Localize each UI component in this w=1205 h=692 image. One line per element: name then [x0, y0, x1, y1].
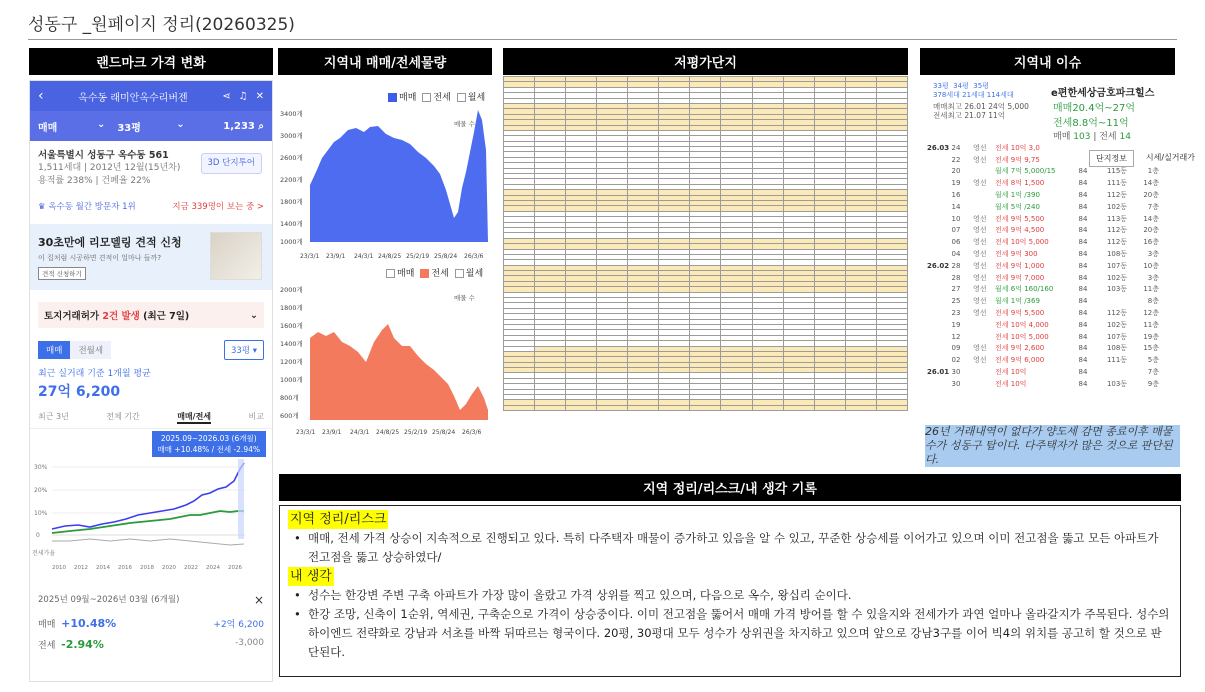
table-cell — [535, 405, 566, 410]
transaction-cell: 영선 — [973, 297, 987, 306]
x-tick: 23/3/1 — [296, 429, 316, 436]
transaction-cell: 전세 10억 5,000 — [995, 332, 1049, 341]
x-tick: 2016 — [118, 565, 132, 571]
tab-jeonse[interactable]: 전월세 — [70, 341, 111, 359]
transaction-cell: 111동 — [1106, 179, 1128, 188]
transaction-cell: 7층 — [1147, 202, 1159, 211]
ad-headline: 30초만에 리모델링 견적 신청 — [38, 236, 182, 249]
transaction-cell: 84 — [1078, 261, 1088, 270]
back-icon[interactable]: ‹ — [38, 88, 44, 104]
table-cell — [628, 405, 659, 410]
transaction-cell: 84 — [1078, 379, 1088, 388]
transaction-cell: 28 — [951, 273, 961, 282]
y-tick: 10% — [34, 510, 48, 517]
transaction-row — [927, 284, 1205, 296]
transaction-cell: 9층 — [1147, 379, 1159, 388]
transaction-cell: 12 — [951, 332, 961, 341]
tab-sale[interactable]: 매매 — [38, 341, 70, 359]
transaction-row — [927, 248, 1205, 260]
transaction-cell: 112동 — [1106, 191, 1128, 200]
x-tick: 2010 — [52, 565, 66, 571]
transaction-cell: 26.03 — [927, 143, 950, 152]
y-tick: 1800개 — [280, 304, 303, 312]
volume-charts-svg — [278, 80, 492, 442]
transaction-cell: 영선 — [973, 226, 987, 235]
page-title: 성동구 _원페이지 정리(20260325) — [28, 15, 295, 35]
transaction-cell: 전세 8억 1,500 — [995, 179, 1045, 188]
close-icon[interactable]: ✕ — [255, 90, 264, 102]
transaction-row — [927, 343, 1205, 355]
x-tick: 2012 — [74, 565, 88, 571]
transaction-cell: 영선 — [973, 309, 987, 318]
transaction-cell: 24 — [951, 143, 961, 152]
transaction-cell: 28 — [951, 261, 961, 270]
transaction-row — [927, 213, 1205, 225]
period-tabs — [30, 401, 272, 429]
volume-panel — [278, 80, 492, 442]
transaction-cell: 월세 6억 160/160 — [995, 285, 1054, 294]
transaction-row — [927, 354, 1205, 366]
transaction-cell: 영선 — [973, 356, 987, 365]
transaction-cell: 전세 10억 4,000 — [995, 320, 1049, 329]
address-block — [30, 141, 272, 188]
note-bullet: • 한강 조망, 신축이 1순위, 역세권, 구축순으로 가격이 상승중이다. 이미 전고점을 뚫어서 매매 가격 방어를 할 수 있을지와 전세가가 과연 얼마나 올라갈지가 주목된다. 성수의 하이엔드 전략화로 강남과 서초를 바짝 뒤따르는 형국이다. 20평, 30평대 모두 성수가 상위권을 차지하고 있으며 앞으로 강남3구를 이어 빅4의 위치를 공고히 할 것으로 판단된다. — [294, 605, 1172, 662]
transaction-row — [927, 177, 1205, 189]
transaction-cell: 84 — [1078, 297, 1088, 306]
transaction-cell: 영선 — [973, 261, 987, 270]
y-tick: 0 — [36, 532, 40, 539]
ad-button[interactable]: 견적 신청하기 — [38, 267, 86, 280]
lowprice-table-panel — [503, 76, 908, 439]
transaction-cell: 30 — [951, 379, 961, 388]
remodel-ad[interactable] — [30, 224, 272, 290]
complex-title: 옥수동 래미안옥수리버젠 — [78, 92, 188, 104]
transaction-cell: 전세 9억 300 — [995, 250, 1038, 259]
app-top-bar — [30, 81, 272, 111]
table-cell — [721, 405, 752, 410]
y-tick: 2200개 — [280, 176, 303, 184]
bottom-legend: 매매 전세 월세 — [386, 266, 483, 279]
transaction-cell: 영선 — [973, 179, 987, 188]
issue-buttons — [1089, 150, 1201, 167]
transaction-row — [927, 366, 1205, 378]
x-tick: 23/9/1 — [326, 253, 346, 260]
transaction-cell: 84 — [1078, 250, 1088, 259]
transaction-cell: 07 — [951, 226, 961, 235]
transaction-list — [927, 142, 1205, 390]
transaction-cell: 20층 — [1143, 226, 1159, 235]
summary-jeonse: 전세 -2.94% -3,000 — [38, 638, 264, 651]
header-landmark: 랜드마크 가격 변화 — [29, 48, 273, 75]
transaction-cell: 84 — [1078, 285, 1088, 294]
transaction-cell: 84 — [1078, 238, 1088, 247]
3d-tour-button[interactable]: 3D 단지투어 — [201, 153, 263, 174]
transaction-row — [927, 166, 1205, 178]
table-row — [504, 405, 908, 410]
price-change-chart — [30, 429, 272, 579]
transaction-cell: 20층 — [1143, 191, 1159, 200]
table-cell — [752, 405, 783, 410]
transaction-cell: 영선 — [973, 238, 987, 247]
transaction-cell: 14층 — [1143, 214, 1159, 223]
transaction-cell: 108동 — [1106, 250, 1128, 259]
tab-all[interactable]: 전체 기간 — [106, 412, 140, 421]
transaction-cell: 112동 — [1106, 238, 1128, 247]
issue-panel — [927, 80, 1205, 420]
y-tick: 600개 — [280, 412, 299, 420]
x-tick: 24/3/1 — [350, 429, 370, 436]
x-tick: 26/3/6 — [462, 429, 482, 436]
size-dropdown[interactable]: 33평 ▾ — [224, 340, 264, 360]
transaction-cell: 영선 — [973, 250, 987, 259]
transaction-cell: 113동 — [1106, 214, 1128, 223]
size-info: 33평 34평 35평 378세대 21세대 114세대 — [933, 82, 1014, 99]
transaction-cell: 04 — [951, 250, 961, 259]
transaction-cell: 102동 — [1106, 273, 1128, 282]
transaction-cell: 10 — [951, 214, 961, 223]
transaction-cell: 16층 — [1143, 238, 1159, 247]
transaction-cell: 23 — [951, 309, 961, 318]
transaction-cell: 84 — [1078, 167, 1088, 176]
x-tick: 23/9/1 — [322, 429, 342, 436]
transaction-row — [927, 260, 1205, 272]
x-tick: 25/2/19 — [404, 429, 428, 436]
transaction-row — [927, 236, 1205, 248]
price-history-button[interactable]: 시세/실거래가 — [1140, 150, 1201, 167]
transaction-cell: 14 — [951, 202, 961, 211]
y-tick: 1200개 — [280, 358, 303, 366]
share-icon[interactable]: ⋖ — [222, 90, 231, 102]
chevron-down-icon: ⌄ — [176, 118, 185, 130]
transaction-cell: 3층 — [1147, 250, 1159, 259]
header-issue: 지역내 이슈 — [920, 48, 1175, 75]
transaction-row — [927, 225, 1205, 237]
x-tick: 24/8/25 — [378, 253, 402, 260]
transaction-cell: 84 — [1078, 226, 1088, 235]
transaction-cell: 27 — [951, 285, 961, 294]
chart-label: 매물 수 — [454, 120, 475, 128]
transaction-row — [927, 189, 1205, 201]
transaction-cell: 전세 9억 5,500 — [995, 214, 1045, 223]
size-select[interactable]: 33평 ⌄ — [117, 118, 185, 134]
transaction-cell: 102동 — [1106, 320, 1128, 329]
transaction-cell: 영선 — [973, 273, 987, 282]
transaction-cell: 전세 10억 5,000 — [995, 238, 1049, 247]
deal-type-tabs — [30, 328, 272, 360]
x-tick: 24/3/1 — [354, 253, 374, 260]
y-tick: 30% — [34, 464, 48, 471]
transaction-cell: 84 — [1078, 356, 1088, 365]
header-lowprice: 저평가단지 — [503, 48, 908, 75]
table-cell — [845, 405, 876, 410]
transaction-cell: 06 — [951, 238, 961, 247]
transaction-cell: 107동 — [1106, 261, 1128, 270]
permit-count: 2건 발생 — [102, 311, 140, 322]
transaction-cell: 112동 — [1106, 309, 1128, 318]
transaction-cell: 12층 — [1143, 309, 1159, 318]
address: 서울특별시 성동구 옥수동 561 — [38, 150, 169, 161]
header-volume: 지역내 매매/전세물량 — [278, 48, 492, 75]
x-tick: 25/8/24 — [432, 429, 456, 436]
listing-count[interactable]: 1,233 ⌕ — [223, 120, 264, 132]
transaction-row — [927, 201, 1205, 213]
transaction-cell: 5층 — [1147, 356, 1159, 365]
chart-tooltip: 2025.09~2026.03 (6개월) 매매 +10.48% / 전세 -2.94% — [152, 431, 266, 457]
transaction-cell: 84 — [1078, 191, 1088, 200]
y-tick: 800개 — [280, 394, 299, 402]
transaction-cell: 111동 — [1106, 356, 1128, 365]
transaction-cell: 103동 — [1106, 379, 1128, 388]
transaction-cell: 112동 — [1106, 226, 1128, 235]
transaction-cell: 84 — [1078, 332, 1088, 341]
table-cell — [566, 405, 597, 410]
lowprice-table — [503, 76, 908, 411]
visit-rank: 옥수동 월간 방문자 1위 — [48, 202, 136, 212]
complex-info-button[interactable]: 단지정보 — [1089, 150, 1134, 167]
table-cell — [504, 405, 535, 410]
transaction-cell: 월세 5억 /240 — [995, 202, 1040, 211]
x-tick: 2020 — [162, 565, 176, 571]
transaction-cell: 전세 9억 1,000 — [995, 261, 1045, 270]
avg-label: 최근 실거래 기준 1개월 평균 — [38, 369, 151, 379]
transaction-cell: 107동 — [1106, 332, 1128, 341]
y-tick: 전세가율 — [32, 550, 56, 557]
transaction-cell: 26.01 — [927, 368, 950, 377]
notes-heading-thought: 내 생각 — [290, 569, 332, 584]
y-tick: 3400개 — [280, 110, 303, 118]
title-divider — [28, 39, 1177, 40]
x-tick: 23/3/1 — [300, 253, 320, 260]
top-legend: 매매 전세 월세 — [388, 90, 485, 103]
x-tick: 25/2/19 — [406, 253, 430, 260]
crown-icon: ♛ — [38, 202, 46, 212]
issue-head — [927, 80, 1205, 140]
chevron-down-icon: ⌄ — [250, 309, 258, 321]
transaction-cell: 84 — [1078, 309, 1088, 318]
chevron-down-icon: ⌄ — [96, 118, 106, 130]
x-tick: 24/8/25 — [376, 429, 400, 436]
y-tick: 1000개 — [280, 376, 303, 384]
land-permit-bar[interactable]: 토지거래허가 2건 발생 (최근 7일) ⌄ — [38, 302, 264, 328]
transaction-cell: 84 — [1078, 214, 1088, 223]
transaction-cell: 전세 9억 5,500 — [995, 309, 1045, 318]
transaction-cell: 115동 — [1106, 167, 1128, 176]
transaction-cell: 전세 9억 2,600 — [995, 344, 1045, 353]
transaction-cell: 02 — [951, 356, 961, 365]
transaction-cell: 전세 9억 4,500 — [995, 226, 1045, 235]
transaction-cell: 102동 — [1106, 202, 1128, 211]
x-tick: 2024 — [206, 565, 220, 571]
table-cell — [659, 405, 690, 410]
transaction-cell: 84 — [1078, 273, 1088, 282]
transaction-cell: 3층 — [1147, 273, 1159, 282]
bell-icon[interactable]: ♫ — [238, 90, 248, 102]
transaction-cell: 전세 10억 — [995, 379, 1027, 388]
table-cell — [690, 405, 721, 410]
transaction-cell: 09 — [951, 344, 961, 353]
y-tick: 1000개 — [280, 238, 303, 246]
price-lines: 매매최고 26.01 24억 5,000 전세최고 21.07 11억 — [933, 102, 1029, 120]
transaction-cell: 전세 10억 3,0 — [995, 143, 1040, 152]
complex-name: e편한세상금호파크힐스 — [1051, 88, 1155, 99]
sale-range: 매매20.4억~27억 — [1053, 103, 1136, 114]
transaction-cell: 84 — [1078, 368, 1088, 377]
viewers-link[interactable]: 지금 339명이 보는 중 > — [172, 202, 264, 212]
transaction-cell: 22 — [951, 155, 961, 164]
table-cell — [814, 405, 845, 410]
transaction-cell: 영선 — [973, 344, 987, 353]
transaction-cell: 월세 1억 /390 — [995, 191, 1040, 200]
transaction-cell: 84 — [1078, 202, 1088, 211]
transaction-cell: 7층 — [1147, 368, 1159, 377]
x-tick: 2018 — [140, 565, 154, 571]
y-tick: 1800개 — [280, 198, 303, 206]
table-cell — [597, 405, 628, 410]
transaction-cell: 8층 — [1147, 297, 1159, 306]
transaction-row — [927, 295, 1205, 307]
y-tick: 1400개 — [280, 340, 303, 348]
x-tick: 2026 — [228, 565, 242, 571]
ratio-info: 용적률 238% | 건폐율 22% — [38, 176, 151, 186]
ad-sub: 이 집처럼 시공하면 견적이 얼마나 들까? — [38, 254, 162, 262]
transaction-cell: 15층 — [1143, 344, 1159, 353]
y-tick: 2000개 — [280, 286, 303, 294]
y-tick: 20% — [34, 487, 48, 494]
ad-room-image — [210, 232, 262, 280]
tab-3y[interactable]: 최근 3년 — [38, 412, 69, 421]
listing-counts: 매매 103 | 전세 14 — [1053, 132, 1131, 142]
transaction-cell: 11층 — [1143, 285, 1159, 294]
note-bullet: • 매매, 전세 가격 상승이 지속적으로 진행되고 있다. 특히 다주택자 매물이 증가하고 있음을 알 수 있고, 꾸준한 상승세를 이어가고 있으며 이미 전고점을 뚫고 모든 아파트가 전고점을 뚫고 상승하였다/ — [294, 529, 1172, 567]
notes-box — [279, 505, 1181, 677]
search-icon: ⌕ — [258, 120, 264, 132]
transaction-cell: 108동 — [1106, 344, 1128, 353]
table-cell — [876, 405, 907, 410]
y-tick: 2600개 — [280, 154, 303, 162]
transaction-cell: 월세 7억 5,000/15 — [995, 167, 1056, 176]
transaction-cell: 영선 — [973, 155, 987, 164]
x-tick: 2014 — [96, 565, 110, 571]
household-info: 1,511세대 | 2012년 12월(15년차) — [38, 163, 181, 173]
x-tick: 2022 — [184, 565, 198, 571]
chart-label: 매물 수 — [454, 294, 475, 302]
transaction-row — [927, 378, 1205, 390]
transaction-cell: 10층 — [1143, 261, 1159, 270]
transaction-cell: 전세 10억 — [995, 368, 1027, 377]
transaction-cell: 20 — [951, 167, 961, 176]
transaction-row — [927, 307, 1205, 319]
x-tick: 26/3/6 — [464, 253, 484, 260]
table-cell — [783, 405, 814, 410]
summary-sale: 매매 +10.48% +2억 6,200 — [38, 617, 264, 630]
filter-bar — [30, 111, 272, 141]
visit-bar — [30, 188, 272, 218]
transaction-cell: 11층 — [1143, 320, 1159, 329]
tab-sale-jeonse[interactable]: 매매/전세 — [177, 411, 211, 424]
type-select[interactable]: 매매 ⌄ — [38, 118, 106, 134]
issue-note: 26년 거래내역이 없다가 양도세 감면 종료이후 매물수가 성동구 탑이다. 다주택자가 많은 것으로 판단된다. — [925, 425, 1180, 467]
transaction-row — [927, 331, 1205, 343]
transaction-cell: 103동 — [1106, 285, 1128, 294]
transaction-cell: 전세 9억 6,000 — [995, 356, 1045, 365]
y-tick: 1400개 — [280, 220, 303, 228]
landmark-panel — [29, 80, 273, 682]
y-tick: 1600개 — [280, 322, 303, 330]
transaction-cell: 1층 — [1147, 167, 1159, 176]
transaction-cell: 30 — [951, 368, 961, 377]
transaction-cell: 26.02 — [927, 261, 950, 270]
summary-header: 2025년 09월~2026년 03월 (6개월) × — [38, 593, 264, 607]
x-tick: 25/8/24 — [434, 253, 458, 260]
transaction-cell: 영선 — [973, 143, 987, 152]
transaction-cell: 25 — [951, 297, 961, 306]
avg-value: 27억 6,200 — [38, 384, 121, 400]
transaction-cell: 19 — [951, 179, 961, 188]
close-icon[interactable]: × — [253, 593, 264, 607]
transaction-cell: 전세 9억 7,000 — [995, 273, 1045, 282]
transaction-cell: 영선 — [973, 214, 987, 223]
transaction-cell: 19 — [951, 320, 961, 329]
transaction-cell: 84 — [1078, 344, 1088, 353]
transaction-cell: 84 — [1078, 320, 1088, 329]
tab-compare[interactable]: 비교 — [248, 412, 264, 421]
note-bullet: • 성수는 한강변 주변 구축 아파트가 가장 많이 올랐고 가격 상위를 찍고 있으며, 다음으로 옥수, 왕십리 순이다. — [294, 586, 1172, 605]
transaction-cell: 14층 — [1143, 179, 1159, 188]
transaction-row — [927, 319, 1205, 331]
transaction-cell: 월세 1억 /369 — [995, 297, 1040, 306]
transaction-cell: 16 — [951, 191, 961, 200]
header-notes: 지역 정리/리스크/내 생각 기록 — [279, 474, 1181, 501]
transaction-cell: 19층 — [1143, 332, 1159, 341]
transaction-row — [927, 272, 1205, 284]
jeonse-range: 전세8.8억~11억 — [1053, 118, 1129, 129]
y-tick: 3000개 — [280, 132, 303, 140]
transaction-cell: 영선 — [973, 285, 987, 294]
notes-heading-region: 지역 정리/리스크 — [290, 512, 387, 527]
transaction-cell: 84 — [1078, 179, 1088, 188]
transaction-cell: 전세 9억 9,75 — [995, 155, 1040, 164]
